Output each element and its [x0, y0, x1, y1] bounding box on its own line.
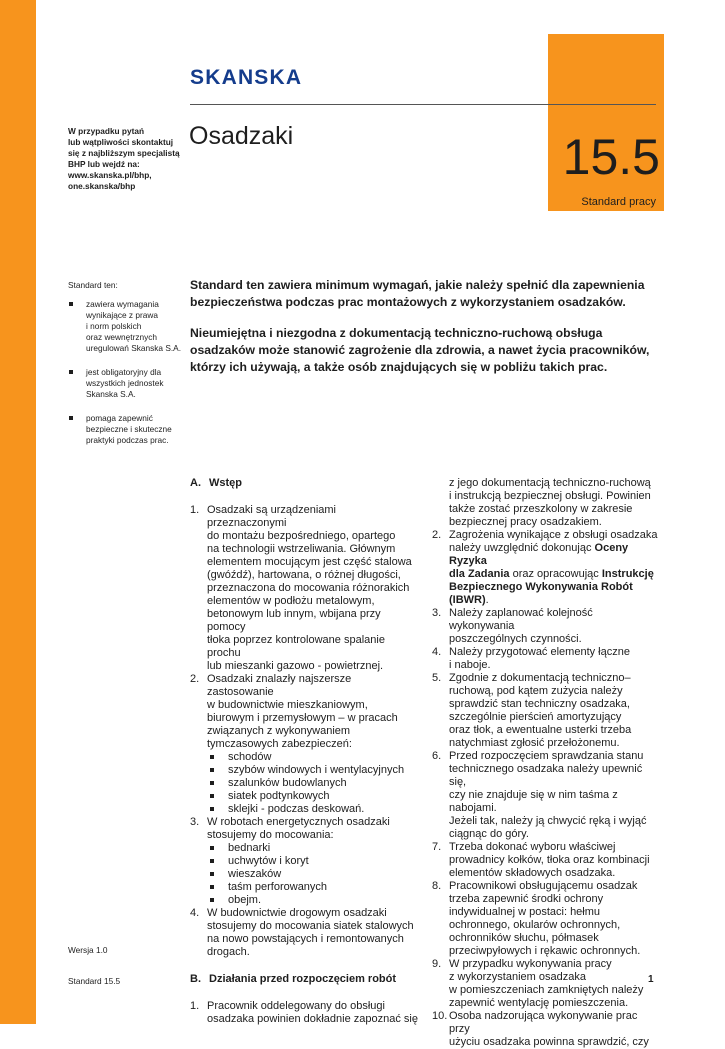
- sidebar-item: jest obligatoryjny dla wszystkich jednostek Skanska S.A.: [68, 367, 186, 400]
- orange-side-bar: [0, 0, 36, 1024]
- section-a-heading: A. Wstęp: [190, 477, 242, 489]
- contact-line: W przypadku pytań: [68, 126, 145, 136]
- contact-line: się z najbliższym specjalistą: [68, 148, 180, 158]
- contact-line: lub wątpliwości skontaktuj: [68, 137, 174, 147]
- sub-list: bednarki uchwytów i koryt wieszaków taśm perforowanych obejm.: [207, 842, 418, 907]
- list-item: 9. W przypadku wykonywania pracy z wykorzystaniem osadzaka w pomieszczeniach zamkniętych należy zapewnić wentylację pomieszczenia.: [432, 958, 644, 1009]
- footer-standard: Standard 15.5: [68, 976, 121, 986]
- list-item-continued: z jego dokumentacją techniczno-ruchową i instrukcją bezpiecznej obsługi. Powinien także zostać przeszkolony w zakresie bezpiecznej pracy osadzakiem.: [449, 477, 651, 528]
- sidebar-heading: Standard ten:: [68, 280, 118, 290]
- list-item: 4. Należy przygotować elementy łączne i naboje.: [432, 646, 630, 671]
- standard-label: Standard pracy: [581, 196, 656, 208]
- contact-link[interactable]: one.skanska/bhp: [68, 181, 136, 191]
- list-item: 4. W budownictwie drogowym osadzaki stosujemy do mocowania siatek stalowych na nowo powstających i remontowanych drogach.: [190, 907, 414, 958]
- content-column-1: [190, 477, 418, 1026]
- content-column-2: [432, 477, 660, 1049]
- version-label: Wersja 1.0: [68, 945, 108, 955]
- intro-paragraph-1: Standard ten zawiera minimum wymagań, jakie należy spełnić dla zapewnienia bezpieczeństwa podczas prac montażowych z wykorzystaniem osadzaków.: [190, 278, 645, 309]
- section-b-heading: B. Działania przed rozpoczęciem robót: [190, 973, 397, 985]
- standard-number: 15.5: [562, 129, 660, 185]
- contact-info: [68, 126, 188, 192]
- list-item: 6. Przed rozpoczęciem sprawdzania stanu technicznego osadzaka należy upewnić się, czy nie znajduje się w nim taśma z nabojami. Jeżeli tak, należy ją chwycić ręką i wyjąć ciągnąc do góry.: [432, 750, 647, 840]
- page-number: 1: [648, 974, 654, 985]
- contact-line: BHP lub wejdź na:: [68, 159, 140, 169]
- list-item: 8. Pracownikowi obsługującemu osadzak trzeba zapewnić środki ochrony indywidualnej w postaci: hełmu ochronnego, okularów ochronnych, ochronników słuchu, półmasek przeciwpyłowych i rękawic ochronnych.: [432, 880, 641, 957]
- list-item: 1. Osadzaki są urządzeniami przeznaczonymi do montażu bezpośredniego, opartego na technologii wstrzeliwania. Głównym elementem mocującym jest część stalowa (gwóźdź), hartowana, o różnej długości, przeznaczona do mocowania różnorakich elementów w podłożu metalowym, betonowym lub innym, wbijana przy pomocy tłoka poprzez kontrolowane spalanie prochu lub mieszanki gazowo - powietrznej.: [190, 504, 412, 672]
- list-item: 3. W robotach energetycznych osadzaki stosujemy do mocowania: bednarki uchwytów i koryt wieszaków taśm perforowanych obejm.: [190, 816, 418, 907]
- list-item: 7. Trzeba dokonać wyboru właściwej prowadnicy kołków, tłoka oraz kombinacji elementów składowych osadzaka.: [432, 841, 650, 879]
- sidebar-item: zawiera wymagania wynikające z prawa i norm polskich oraz wewnętrznych uregulowań Skanska S.A.: [68, 299, 186, 354]
- header-divider: [190, 104, 656, 105]
- intro-paragraph-2: Nieumiejętna i niezgodna z dokumentacją techniczno-ruchową obsługa osadzaków może stanowić zagrożenie dla zdrowia, a nawet życia pracowników, którzy ich używają, a także osób znajdujących się w pobliżu takich prac.: [190, 326, 650, 374]
- sidebar-list: [68, 299, 186, 459]
- list-item: 10. Osoba nadzorująca wykonywanie prac przy użyciu osadzaka powinna sprawdzić, czy: [432, 1010, 649, 1048]
- list-item: 3. Należy zaplanować kolejność wykonywania poszczególnych czynności.: [432, 607, 593, 645]
- list-item: 1. Pracownik oddelegowany do obsługi osadzaka powinien dokładnie zapoznać się: [190, 1000, 418, 1025]
- contact-link[interactable]: www.skanska.pl/bhp,: [68, 170, 152, 180]
- list-item: 5. Zgodnie z dokumentacją techniczno– ruchową, pod kątem zużycia należy sprawdzić stan techniczny osadzaka, szczególnie pierścień amortyzujący oraz tłok, a ewentualne usterki trzeba natychmiast zgłosić przełożonemu.: [432, 672, 632, 749]
- list-item: 2. Zagrożenia wynikające z obsługi osadzaka należy uwzględnić dokonując Oceny Ryzyka dla Zadania oraz opracowując Instrukcję Bezpiecznego Wykonywania Robót (IBWR).: [432, 529, 658, 606]
- sub-list: schodów szybów windowych i wentylacyjnych szalunków budowlanych siatek podtynkowych sklejki - podczas deskowań.: [207, 751, 418, 816]
- list-item: 2. Osadzaki znalazły najszersze zastosowanie w budownictwie mieszkaniowym, biurowym i przemysłowym – w pracach związanych z wykonywaniem tymczasowych zabezpieczeń: schodów szybów windowych i wentylacyjnych szalunków budowlanych siatek podtynkowych sklejki - podczas deskowań.: [190, 673, 418, 816]
- sidebar-item: pomaga zapewnić bezpieczne i skuteczne praktyki podczas prac.: [68, 413, 186, 446]
- page-title: Osadzaki: [189, 122, 294, 150]
- intro-text: [190, 277, 660, 390]
- skanska-logo: SKANSKA: [190, 66, 303, 89]
